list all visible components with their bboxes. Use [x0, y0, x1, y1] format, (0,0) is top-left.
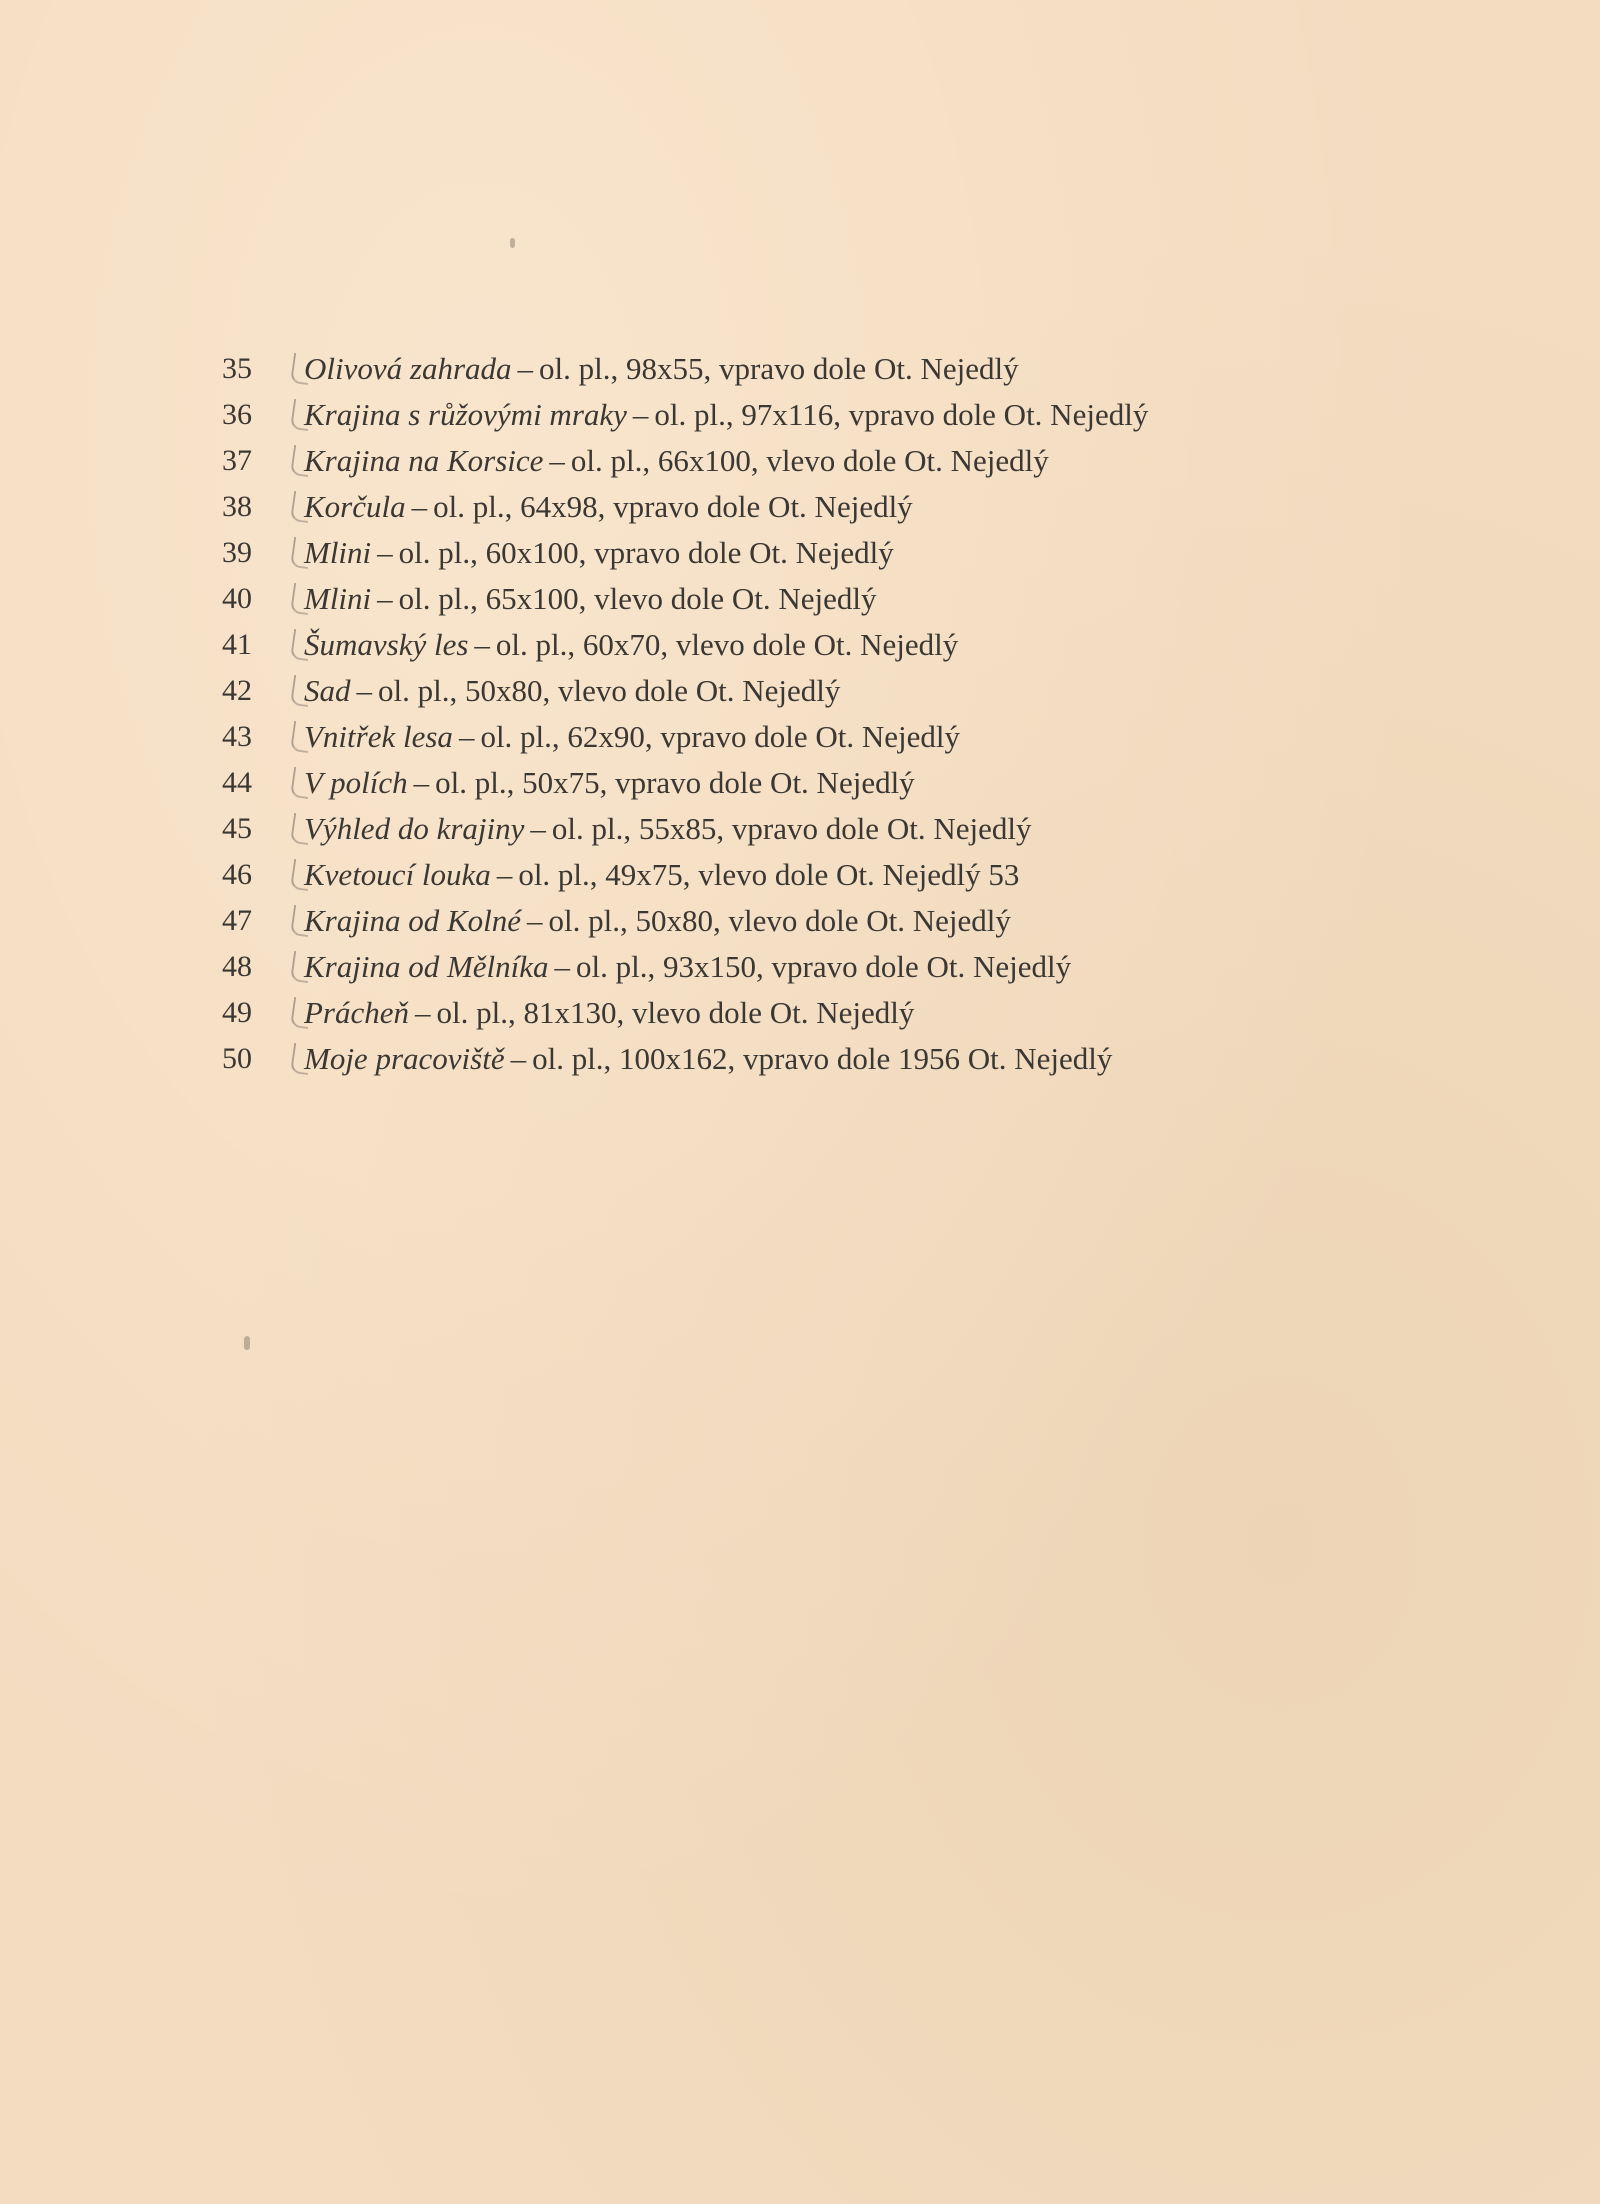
entry-details: ol. pl., 93x150, vpravo dole Ot. Nejedlý — [576, 949, 1072, 984]
entry-separator: – — [496, 857, 513, 892]
entry-number: 36 — [222, 398, 252, 431]
entry-separator: – — [554, 949, 571, 984]
entry-title: Prácheň — [304, 995, 410, 1030]
list-item — [0, 714, 1600, 760]
entry-details: ol. pl., 97x116, vpravo dole Ot. Nejedlý — [654, 397, 1149, 432]
list-item — [0, 346, 1600, 392]
entry-number: 50 — [222, 1042, 252, 1075]
entry-details: ol. pl., 62x90, vpravo dole Ot. Nejedlý — [480, 719, 960, 754]
entry-title: V polích — [304, 765, 408, 800]
entry-title: Výhled do krajiny — [304, 811, 525, 846]
entry-title: Krajina na Korsice — [304, 443, 544, 478]
entry-number: 49 — [222, 996, 252, 1029]
list-item — [0, 438, 1600, 484]
entry-separator: – — [517, 351, 534, 386]
entry-number: 37 — [222, 444, 252, 477]
entry-details: ol. pl., 64x98, vpravo dole Ot. Nejedlý — [433, 489, 913, 524]
entry-title: Krajina od Kolné — [304, 903, 522, 938]
list-item — [0, 806, 1600, 852]
entry-separator: – — [549, 443, 565, 478]
entry-separator: – — [411, 489, 428, 524]
entry-text — [304, 990, 914, 1036]
list-item — [0, 530, 1600, 576]
entry-title: Šumavský les — [304, 627, 469, 662]
entry-separator: – — [377, 581, 393, 616]
entry-title: Vnitřek lesa — [304, 719, 453, 754]
entry-number: 42 — [222, 674, 252, 707]
entry-separator: – — [458, 719, 475, 754]
entry-title: Kvetoucí louka — [304, 857, 491, 892]
entry-text — [304, 346, 1019, 392]
entry-separator: – — [510, 1041, 527, 1076]
entry-title: Krajina s růžovými mraky — [304, 397, 627, 432]
entry-separator: – — [356, 673, 372, 708]
entry-details: ol. pl., 100x162, vpravo dole 1956 Ot. Nejedlý — [532, 1041, 1113, 1076]
list-item — [0, 760, 1600, 806]
entry-title: Korčula — [304, 489, 406, 524]
entry-separator: – — [413, 765, 430, 800]
entry-number: 48 — [222, 950, 252, 983]
entry-details: ol. pl., 98x55, vpravo dole Ot. Nejedlý — [539, 351, 1019, 386]
entry-text — [304, 852, 1019, 898]
entry-details: ol. pl., 50x75, vpravo dole Ot. Nejedlý — [435, 765, 915, 800]
entry-text — [304, 898, 1011, 944]
entry-details: ol. pl., 81x130, vlevo dole Ot. Nejedlý — [436, 995, 915, 1030]
entry-number: 40 — [222, 582, 252, 615]
entry-text — [304, 1036, 1112, 1082]
entry-number: 44 — [222, 766, 252, 799]
entry-text — [304, 668, 840, 714]
entry-separator: – — [377, 535, 393, 570]
entry-separator: – — [530, 811, 546, 846]
entry-title: Mlini — [304, 535, 372, 570]
list-item — [0, 392, 1600, 438]
entry-number: 38 — [222, 490, 252, 523]
entry-separator: – — [632, 397, 649, 432]
entry-text — [304, 392, 1148, 438]
list-item — [0, 576, 1600, 622]
entry-details: ol. pl., 49x75, vlevo dole Ot. Nejedlý 53 — [518, 857, 1020, 892]
entry-details: ol. pl., 50x80, vlevo dole Ot. Nejedlý — [378, 673, 841, 708]
entry-details: ol. pl., 60x70, vlevo dole Ot. Nejedlý — [495, 627, 959, 662]
entry-title: Olivová zahrada — [304, 351, 512, 386]
entry-text — [304, 530, 894, 576]
list-item — [0, 484, 1600, 530]
paper-mark — [510, 238, 515, 248]
entry-text — [304, 484, 913, 530]
entry-details: ol. pl., 65x100, vlevo dole Ot. Nejedlý — [398, 581, 877, 616]
entry-text — [304, 438, 1049, 484]
entry-details: ol. pl., 55x85, vpravo dole Ot. Nejedlý — [551, 811, 1032, 846]
entry-separator: – — [474, 627, 490, 662]
entry-text — [304, 622, 958, 668]
paper-mark — [244, 1336, 250, 1350]
entry-text — [304, 760, 915, 806]
list-item — [0, 990, 1600, 1036]
entry-title: Sad — [304, 673, 351, 708]
entry-number: 43 — [222, 720, 252, 753]
entry-title: Mlini — [304, 581, 372, 616]
entry-separator: – — [527, 903, 543, 938]
catalog-list — [0, 346, 1600, 1082]
entry-title: Moje pracoviště — [304, 1041, 505, 1076]
entry-number: 39 — [222, 536, 252, 569]
list-item — [0, 668, 1600, 714]
entry-title: Krajina od Mělníka — [304, 949, 549, 984]
entry-details: ol. pl., 50x80, vlevo dole Ot. Nejedlý — [548, 903, 1011, 938]
entry-text — [304, 576, 877, 622]
entry-number: 41 — [222, 628, 252, 661]
list-item — [0, 852, 1600, 898]
entry-separator: – — [415, 995, 431, 1030]
entry-number: 35 — [222, 352, 252, 385]
list-item — [0, 944, 1600, 990]
list-item — [0, 1036, 1600, 1082]
entry-text — [304, 944, 1071, 990]
entry-number: 45 — [222, 812, 252, 845]
entry-details: ol. pl., 66x100, vlevo dole Ot. Nejedlý — [570, 443, 1049, 478]
entry-number: 46 — [222, 858, 252, 891]
entry-number: 47 — [222, 904, 252, 937]
entry-text — [304, 806, 1031, 852]
entry-details: ol. pl., 60x100, vpravo dole Ot. Nejedlý — [398, 535, 894, 570]
list-item — [0, 622, 1600, 668]
entry-text — [304, 714, 960, 760]
list-item — [0, 898, 1600, 944]
